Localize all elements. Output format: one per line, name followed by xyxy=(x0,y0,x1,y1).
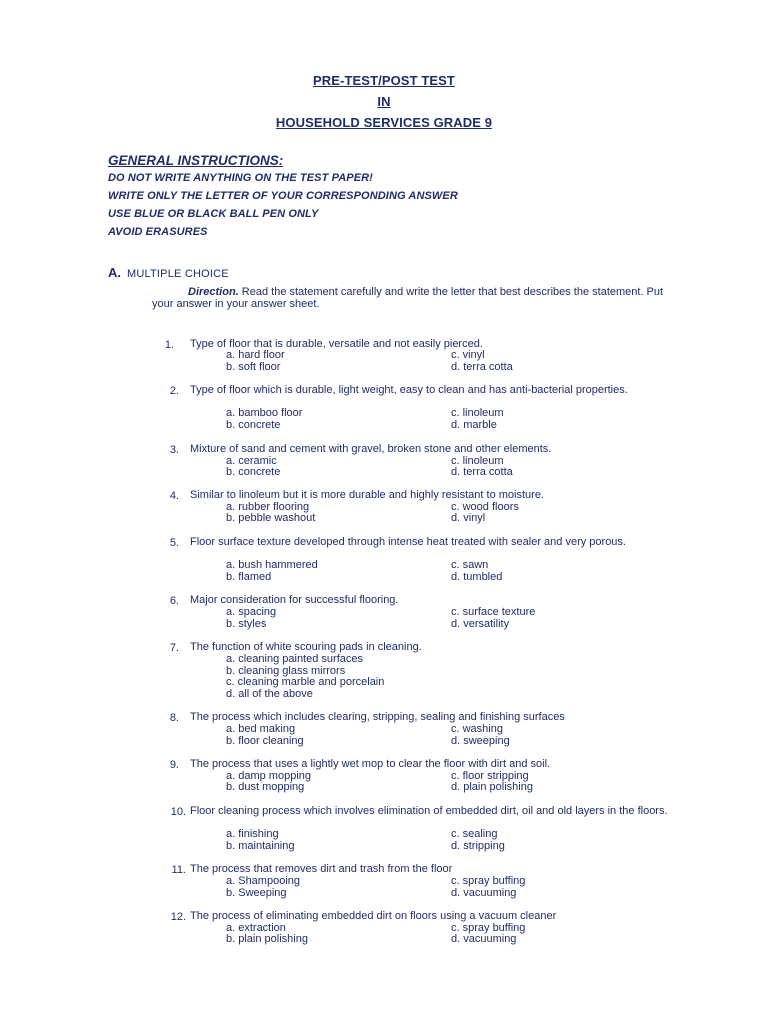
section-letter: A. xyxy=(108,265,121,280)
option-c: c. sealing xyxy=(451,828,498,840)
question-number: 2. xyxy=(169,385,179,397)
question-number: 8. xyxy=(169,712,179,724)
option-b: b. plain polishing xyxy=(226,933,308,945)
option-a: a. Shampooing xyxy=(226,875,300,887)
option-b: b. concrete xyxy=(226,466,281,478)
instruction-item: DO NOT WRITE ANYTHING ON THE TEST PAPER! xyxy=(108,172,373,184)
question-text: The process of eliminating embedded dirt on floors using a vacuum cleaner xyxy=(190,910,557,922)
title-line-2: IN xyxy=(377,94,391,109)
option-d: d. versatility xyxy=(451,618,510,630)
option-a: a. ceramic xyxy=(226,455,277,467)
direction-paragraph xyxy=(152,287,672,310)
option-a: a. spacing xyxy=(226,606,277,618)
option-c: c. linoleum xyxy=(451,407,504,419)
option-d: d. sweeping xyxy=(451,735,510,747)
question-number: 10. xyxy=(170,806,186,818)
question-text: Mixture of sand and cement with gravel, broken stone and other elements. xyxy=(190,443,552,455)
question-number: 5. xyxy=(169,537,179,549)
option-a: a. damp mopping xyxy=(226,770,311,782)
option-b: b. styles xyxy=(226,618,267,630)
option-b: b. cleaning glass mirrors xyxy=(226,665,346,677)
option-c: c. spray buffing xyxy=(451,875,526,887)
instruction-item: WRITE ONLY THE LETTER OF YOUR CORRESPONDING ANSWER xyxy=(108,190,458,202)
option-a: a. hard floor xyxy=(226,349,285,361)
option-a: a. extraction xyxy=(226,922,286,934)
option-d: d. vinyl xyxy=(451,512,486,524)
option-d: d. vacuuming xyxy=(451,887,517,899)
option-c: c. linoleum xyxy=(451,455,504,467)
question-number: 1. xyxy=(164,339,174,351)
instruction-item: AVOID ERASURES xyxy=(108,226,208,238)
direction-text: Read the statement carefully and write the letter that best describes the statement. Put your answer in your answer sheet. xyxy=(152,286,664,310)
question-text: Type of floor that is durable, versatile and not easily pierced. xyxy=(190,338,483,350)
title-line-3: HOUSEHOLD SERVICES GRADE 9 xyxy=(275,115,493,130)
option-a: a. rubber flooring xyxy=(226,501,310,513)
option-a: a. cleaning painted surfaces xyxy=(226,653,363,665)
question-number: 11. xyxy=(171,864,186,876)
title-line-1: PRE-TEST/POST TEST xyxy=(313,73,455,88)
option-a: a. finishing xyxy=(226,828,279,840)
option-c: c. floor stripping xyxy=(451,770,529,782)
option-d: d. vacuuming xyxy=(451,933,517,945)
option-c: c. cleaning marble and porcelain xyxy=(226,676,385,688)
question-number: 12. xyxy=(170,911,186,923)
option-b: b. maintaining xyxy=(226,840,295,852)
option-b: b. soft floor xyxy=(226,361,281,373)
question-number: 6. xyxy=(169,595,179,607)
option-d: d. terra cotta xyxy=(451,361,513,373)
question-text: Floor cleaning process which involves elimination of embedded dirt, oil and old layers in the floors. xyxy=(190,805,668,817)
option-d: d. tumbled xyxy=(451,571,503,583)
option-a: a. bed making xyxy=(226,723,296,735)
option-d: d. plain polishing xyxy=(451,781,533,793)
option-d: d. marble xyxy=(451,419,497,431)
section-title: MULTIPLE CHOICE xyxy=(127,268,229,280)
question-text: The process that uses a lightly wet mop to clear the floor with dirt and soil. xyxy=(190,758,551,770)
question-number: 9. xyxy=(169,759,179,771)
option-c: c. spray buffing xyxy=(451,922,526,934)
option-d: d. all of the above xyxy=(226,688,313,700)
option-a: a. bamboo floor xyxy=(226,407,303,419)
option-d: d. stripping xyxy=(451,840,505,852)
option-b: b. floor cleaning xyxy=(226,735,304,747)
question-text: Floor surface texture developed through intense heat treated with sealer and very porous. xyxy=(190,536,626,548)
question-text: Type of floor which is durable, light weight, easy to clean and has anti-bacterial properties. xyxy=(190,384,628,396)
option-b: b. pebble washout xyxy=(226,512,316,524)
option-c: c. surface texture xyxy=(451,606,536,618)
section-heading xyxy=(108,265,229,280)
question-number: 4. xyxy=(169,490,179,502)
direction-label: Direction. xyxy=(188,286,239,298)
question-text: The process that removes dirt and trash from the floor xyxy=(190,863,453,875)
option-b: b. concrete xyxy=(226,419,281,431)
option-a: a. bush hammered xyxy=(226,559,318,571)
option-b: b. Sweeping xyxy=(226,887,287,899)
option-b: b. flamed xyxy=(226,571,272,583)
question-number: 3. xyxy=(169,444,179,456)
option-c: c. vinyl xyxy=(451,349,485,361)
question-number: 7. xyxy=(169,642,179,654)
option-c: c. wood floors xyxy=(451,501,519,513)
general-instructions-heading: GENERAL INSTRUCTIONS: xyxy=(108,153,284,168)
question-text: Similar to linoleum but it is more durable and highly resistant to moisture. xyxy=(190,489,544,501)
question-text: The process which includes clearing, stripping, sealing and finishing surfaces xyxy=(190,711,565,723)
option-c: c. sawn xyxy=(451,559,489,571)
option-b: b. dust mopping xyxy=(226,781,305,793)
instruction-item: USE BLUE OR BLACK BALL PEN ONLY xyxy=(108,208,319,220)
option-c: c. washing xyxy=(451,723,503,735)
question-text: The function of white scouring pads in cleaning. xyxy=(190,641,422,653)
option-d: d. terra cotta xyxy=(451,466,513,478)
question-text: Major consideration for successful flooring. xyxy=(190,594,399,606)
